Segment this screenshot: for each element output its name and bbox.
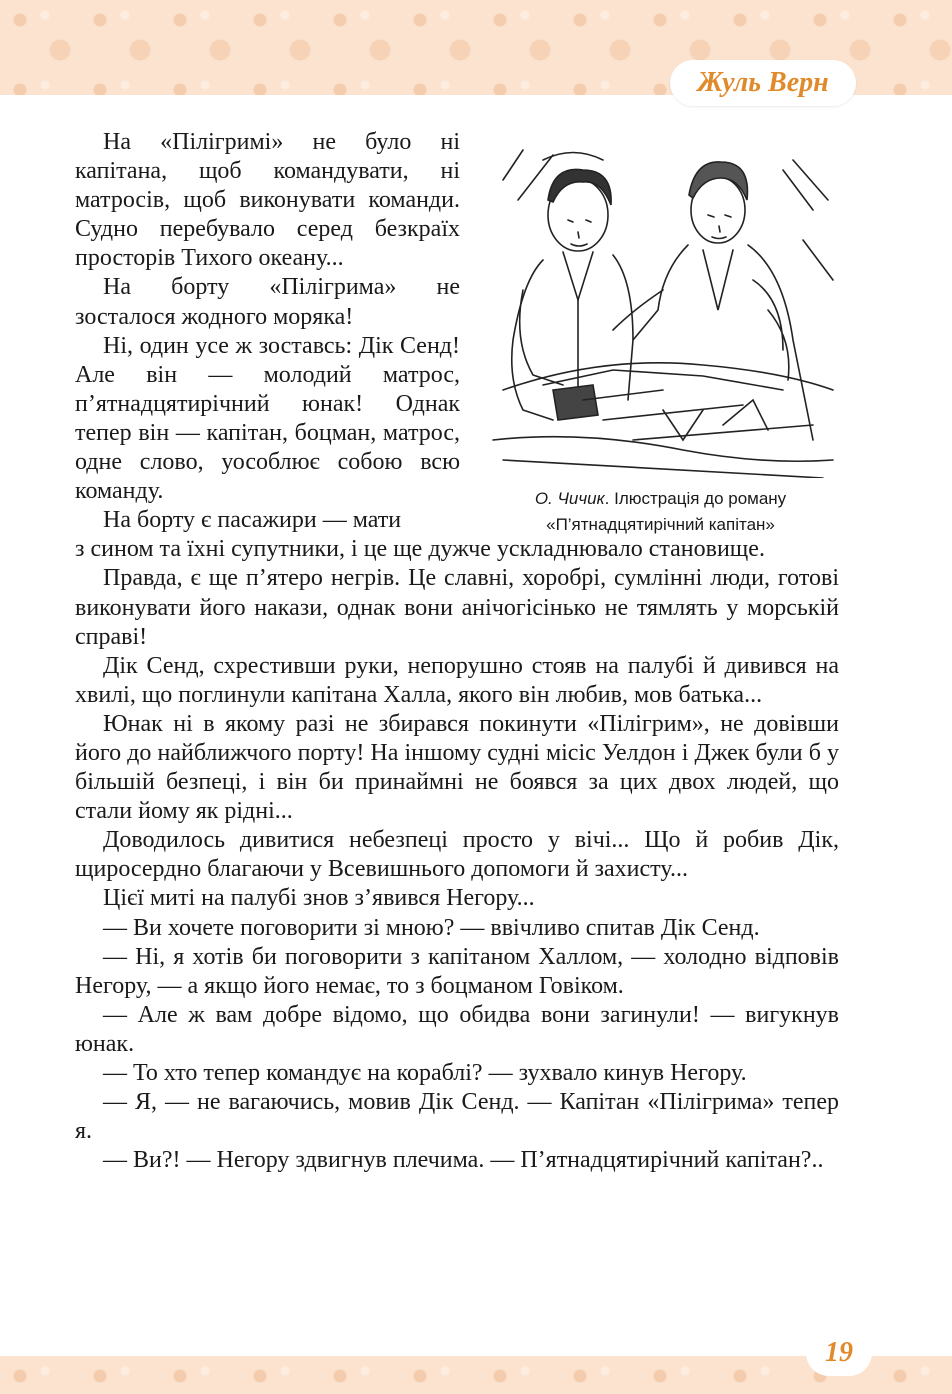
- paragraph: Цієї миті на палубі знов з’явився Негору...: [103, 885, 535, 912]
- dialogue-line: — Ні, я хотів би поговорити з капітаном Халлом, — холодно відповів Негору, — а якщо його немає, то з боцманом Говіком.: [75, 943, 839, 999]
- paragraph: Доводилось дивитися небезпеці просто у вічі... Що й робив Дік, щиросердно благаючи у Всевишнього допомоги й захисту...: [75, 827, 839, 883]
- paragraph-continuation: з сином та їхні супутники, і це ще дужче ускладнювало становище.: [75, 536, 765, 563]
- full-width-text: [75, 535, 839, 1175]
- running-header-tab: [670, 60, 856, 106]
- page-number-badge: [806, 1330, 872, 1376]
- paragraph: Ні, один усе ж зоставсь: Дік Сенд! Але він — молодий матрос, п’ятнадцятирічний юнак! Однак тепер він — капітан, боцман, матрос, одне слово, уособлює собою всю команду.: [75, 332, 460, 505]
- paragraph: Юнак ні в якому разі не збирався покинути «Пілігрим», не довівши його до найближчого порту! На іншому судні місіс Уелдон і Джек були б у більшій безпеці, і він би принаймні не боявся за цих двох людей, що стали йому як рідні...: [75, 710, 839, 825]
- paragraph: На борту є пасажири — мати: [103, 507, 402, 534]
- dialogue-line: — Я, — не вагаючись, мовив Дік Сенд. — Капітан «Пілігрима» тепер я.: [75, 1089, 839, 1145]
- narrow-column: [75, 128, 460, 535]
- page-number: 19: [825, 1337, 853, 1368]
- paragraph: На «Пілігримі» не було ні капітана, щоб командувати, ні матросів, щоб виконувати команди. Судно перебувало серед безкраїх просторів Тихого океану...: [75, 129, 460, 272]
- caption-title: . Ілюстрація до роману: [604, 489, 787, 508]
- caption-line-2: «П’ятнадцятирічний капітан»: [546, 515, 775, 534]
- caption-credit: О. Чичик: [534, 489, 605, 508]
- paragraph: Правда, є ще п’ятеро негрів. Це славні, хоробрі, сумлінні люди, готові виконувати його накази, однак вони анічогісінько не тямлять у морській справі!: [75, 565, 839, 650]
- paragraph: Дік Сенд, схрестивши руки, непорушно стояв на палубі й дивився на хвилі, що поглинули капітана Халла, якого він любив, мов батька...: [75, 652, 839, 708]
- dialogue-line: — То хто тепер командує на кораблі? — зухвало кинув Негору.: [103, 1060, 747, 1086]
- paragraph: На борту «Пілігрима» не зосталося жодного моряка!: [75, 274, 460, 330]
- body-text: [75, 128, 839, 1175]
- dialogue-line: — Але ж вам добре відомо, що обидва вони загинули! — вигукнув юнак.: [75, 1001, 839, 1057]
- dialogue-line: — Ви хочете поговорити зі мною? — ввічливо спитав Дік Сенд.: [103, 914, 760, 941]
- dialogue-line: — Ви?! — Негору здвигнув плечима. — П’ятнадцятирічний капітан?..: [103, 1147, 824, 1174]
- running-header-author: Жуль Верн: [697, 67, 829, 98]
